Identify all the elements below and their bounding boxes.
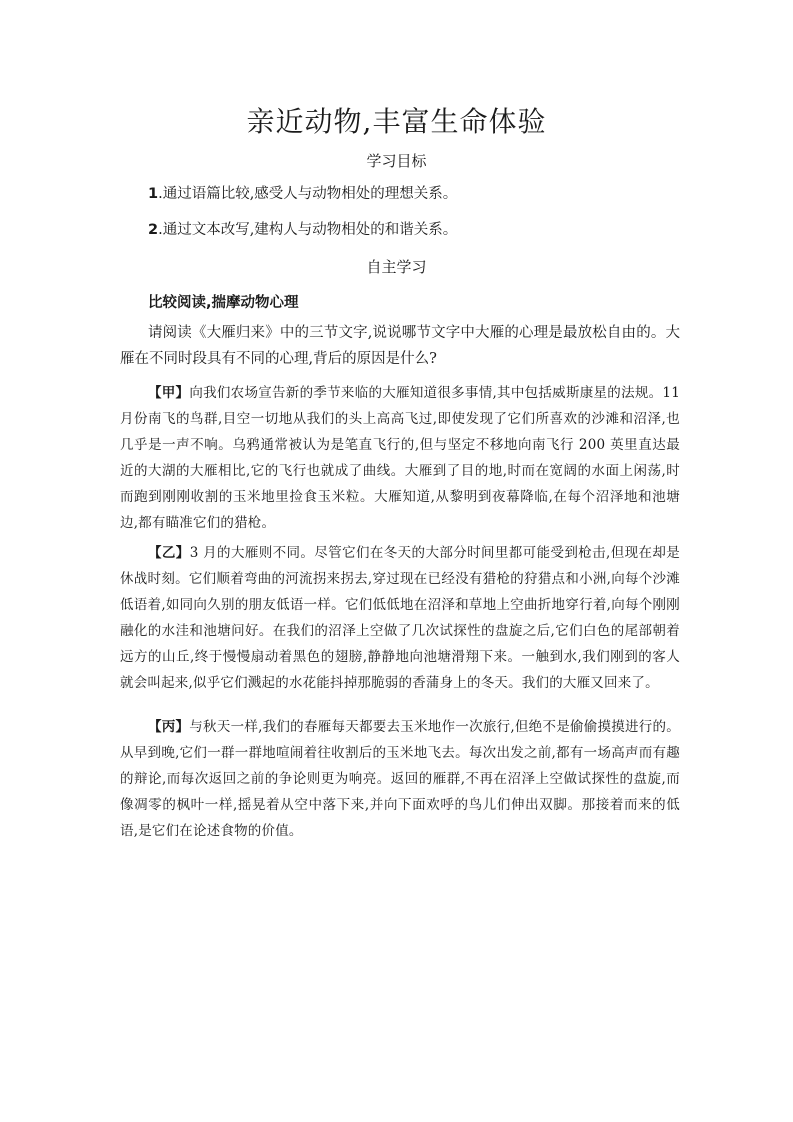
passage-tag: 【丙】 (148, 719, 190, 735)
self-study-heading: 自主学习 (366, 258, 427, 276)
passage-jia (120, 380, 680, 536)
passage-text: 与秋天一样,我们的春雁每天都要去玉米地作一次旅行,但绝不是偷偷摸摸进行的。从早到晚,它们一群一群地喧闹着往收割后的玉米地飞去。每次出发之前,都有一场高声而有趣的辩论,而每次返回之前的争论则更为响亮。返回的雁群,不再在沼泽上空做试探性的盘旋,而像凋零的枫叶一样,摇晃着从空中落下来,并向下面欢呼的鸟儿们伸出双脚。那接着而来的低语,是它们在论述食物的价值。 (120, 719, 680, 839)
passage-bing (120, 714, 680, 844)
passage-tag: 【乙】 (148, 545, 190, 561)
goal-number: 1 (148, 186, 159, 202)
goal-number: 2 (148, 222, 159, 238)
passage-text: 向我们农场宣告新的季节来临的大雁知道很多事情,其中包括威斯康星的法规。11 月份南飞的鸟群,目空一切地从我们的头上高高飞过,即使发现了它们所喜欢的沙滩和沼泽,也几乎是一声不响。乌鸦通常被认为是笔直飞行的,但与坚定不移地向南飞行 200 英里直达最近的大湖的大雁相比,它的飞行也就成了曲线。大雁到了目的地,时而在宽阔的水面上闲荡,时而跑到刚刚收割的玉米地里捡食玉米粒。大雁知道,从黎明到夜幕降临,在每个沼泽地和池塘边,都有瞄准它们的猎枪。 (120, 385, 680, 531)
passage-text: 3 月的大雁则不同。尽管它们在冬天的大部分时间里都可能受到枪击,但现在却是休战时刻。它们顺着弯曲的河流拐来拐去,穿过现在已经没有猎枪的狩猎点和小洲,向每个沙滩低语着,如同向久别的朋友低语一样。它们低低地在沼泽和草地上空曲折地穿行着,向每个刚刚融化的水洼和池塘问好。在我们的沼泽上空做了几次试探性的盘旋之后,它们白色的尾部朝着远方的山丘,终于慢慢扇动着黑色的翅膀,静静地向池塘滑翔下来。一触到水,我们刚到的客人就会叫起来,似乎它们溅起的水花能抖掉那脆弱的香蒲身上的冬天。我们的大雁又回来了。 (120, 545, 680, 691)
goal-text: .通过文本改写,建构人与动物相处的和谐关系。 (158, 222, 458, 238)
passage-yi (120, 540, 680, 696)
goals-heading: 学习目标 (366, 152, 427, 170)
goal-item-1 (148, 184, 457, 204)
goal-text: .通过语篇比较,感受人与动物相处的理想关系。 (158, 186, 458, 202)
passage-tag: 【甲】 (148, 385, 190, 401)
section-subheading: 比较阅读,揣摩动物心理 (148, 295, 299, 311)
page-title: 亲近动物,丰富生命体验 (246, 105, 547, 138)
goal-item-2 (148, 220, 457, 240)
question-paragraph: 请阅读《大雁归来》中的三节文字,说说哪节文字中大雁的心理是最放松自由的。大雁在不同时段具有不同的心理,背后的原因是什么? (120, 325, 680, 367)
